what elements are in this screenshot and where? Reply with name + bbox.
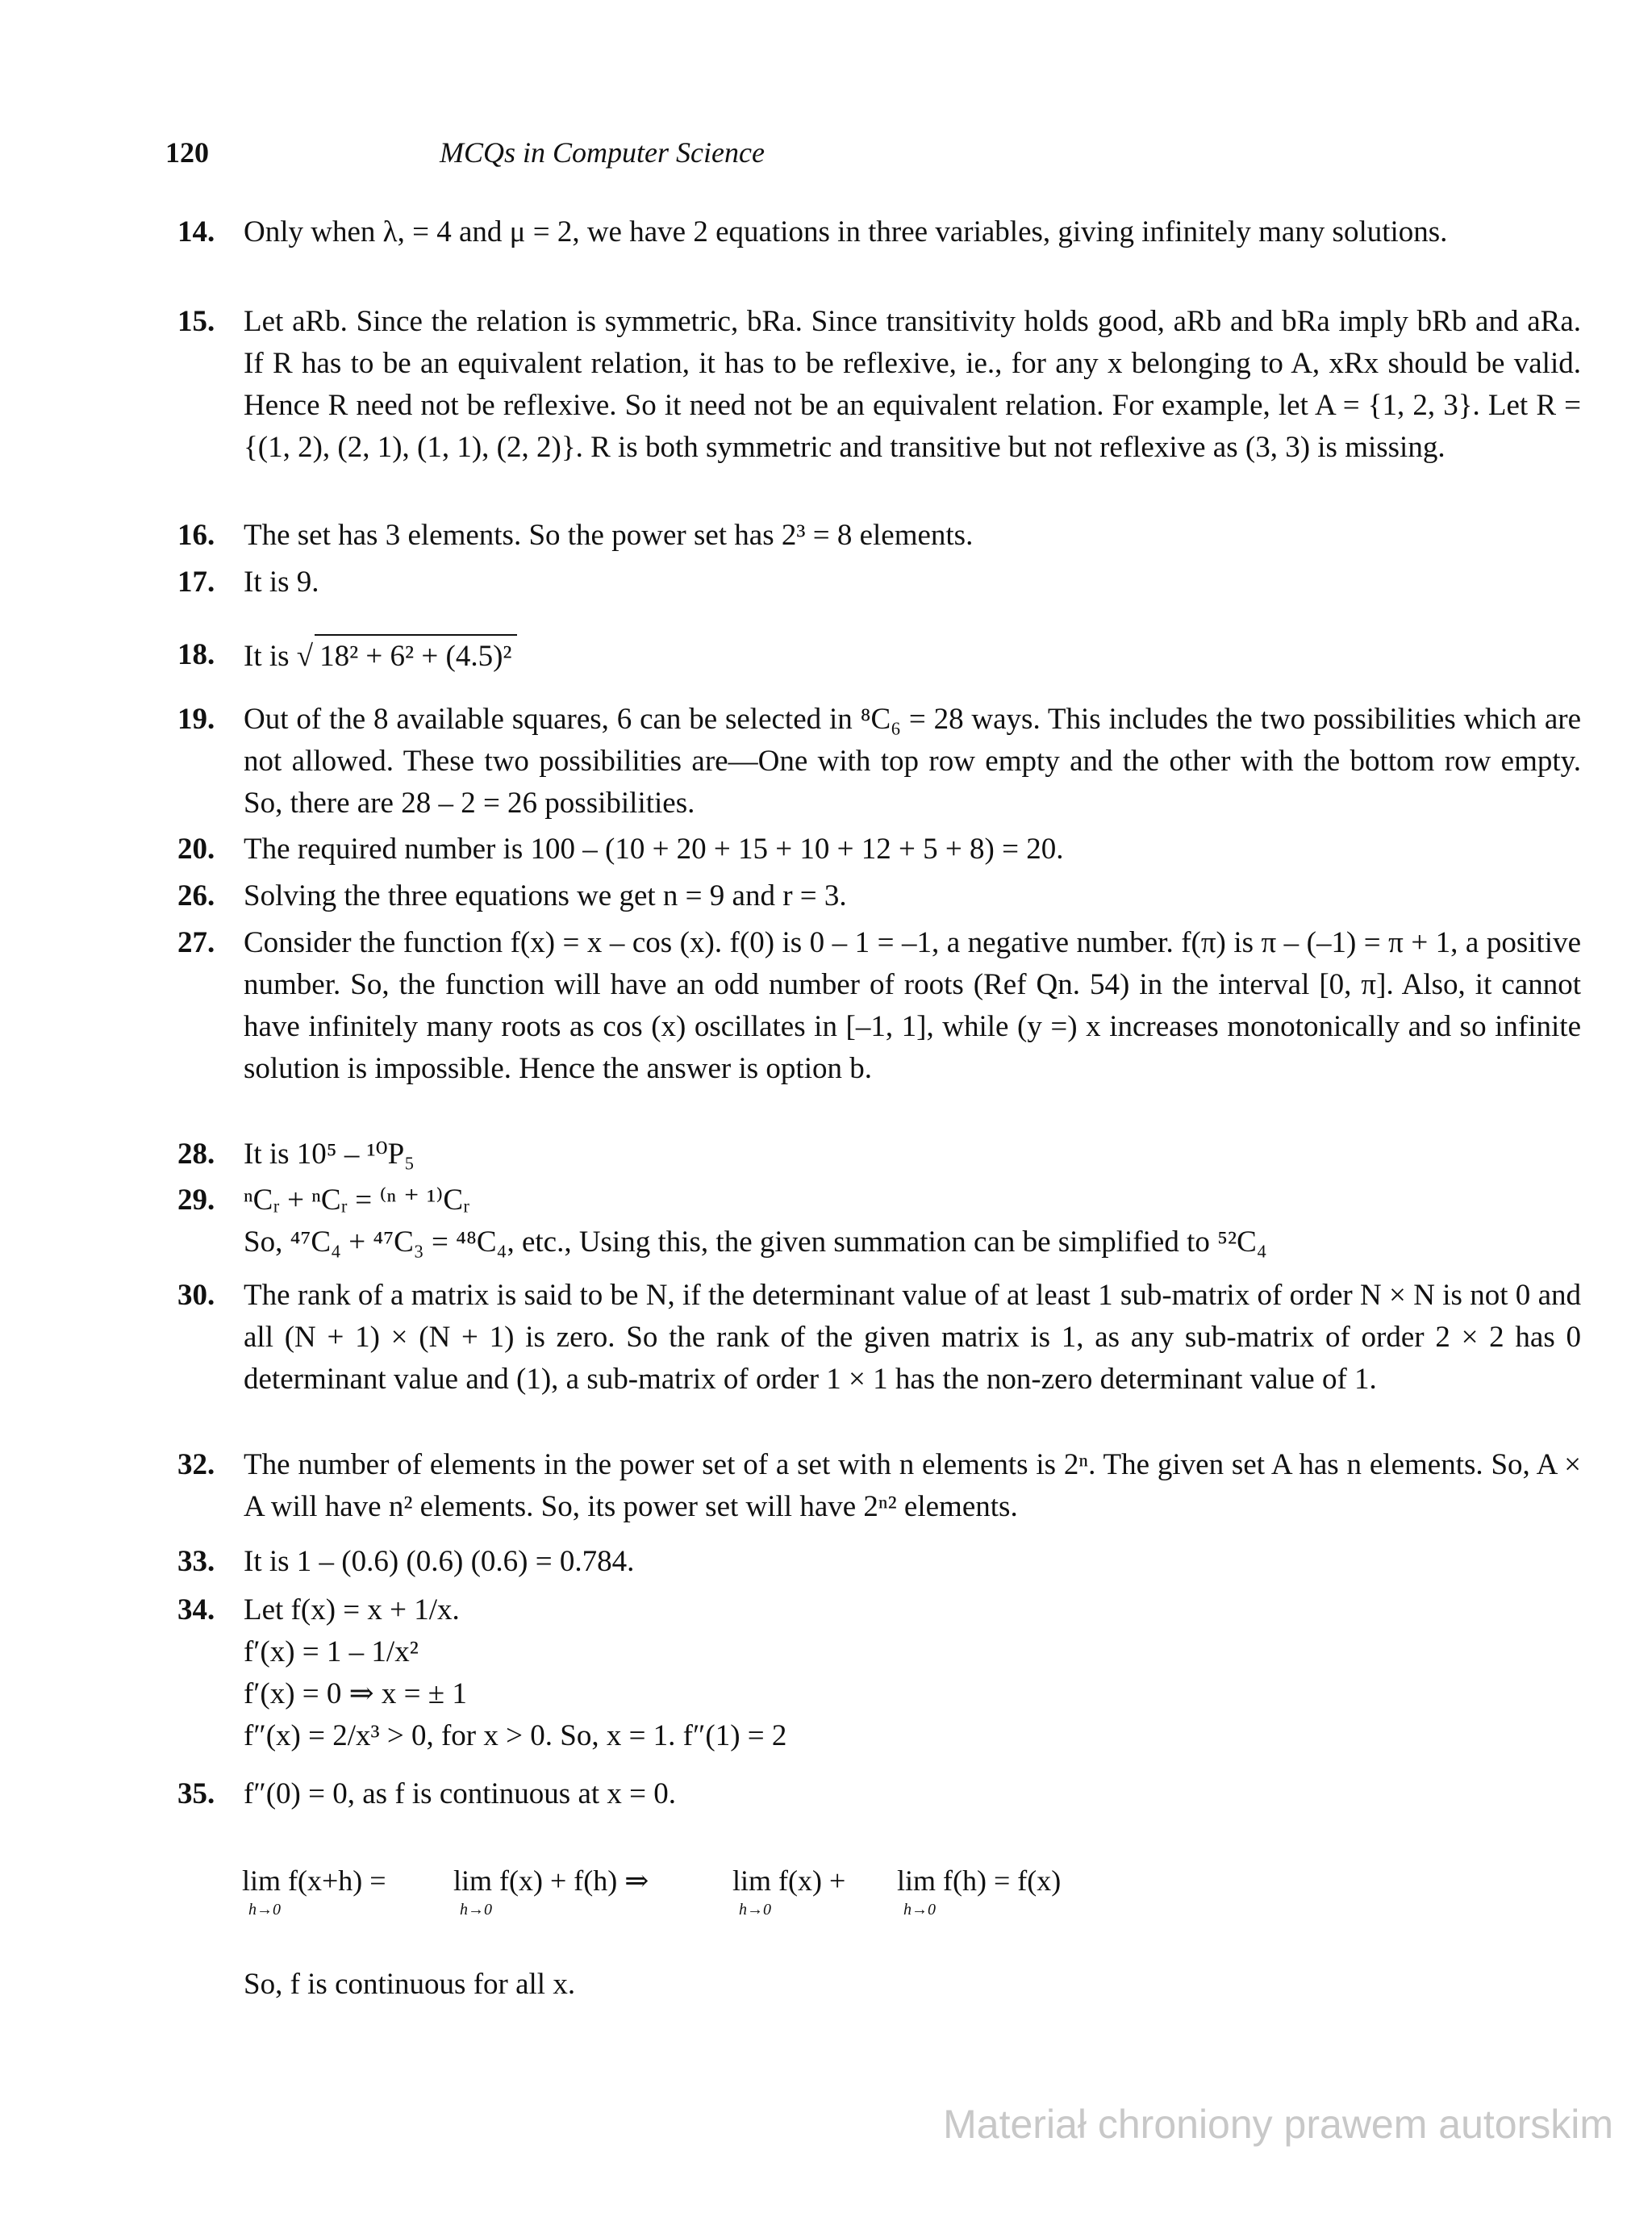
- page-header: [165, 136, 765, 169]
- answer-number: 33.: [177, 1545, 215, 1578]
- limit-subscript: h→0: [248, 1901, 281, 1919]
- answer-text: Only when λ, = 4 and μ = 2, we have 2 equations in three variables, giving infinitely many solutions.: [244, 215, 1448, 248]
- answer-number: 26.: [177, 879, 215, 912]
- answer-30: [177, 1275, 1581, 1401]
- answer-text: The required number is 100 – (10 + 20 + 15 + 10 + 12 + 5 + 8) = 20.: [244, 833, 1064, 866]
- answer-14: [177, 211, 1581, 253]
- answer-34: [177, 1589, 1581, 1757]
- answer-20: [177, 829, 1581, 871]
- answer-number: 17.: [177, 566, 215, 599]
- limit-subscript: h→0: [739, 1901, 771, 1919]
- answer-text: The number of elements in the power set of a set with n elements is 2ⁿ. The given set A has n elements. So, A × A will have n² elements. So, its power set will have 2ⁿ² elements.: [244, 1448, 1581, 1523]
- answer-line: ⁿCᵣ + ⁿCᵣ = ⁽ⁿ ⁺ ¹⁾Cᵣ: [244, 1184, 470, 1217]
- answer-number: 16.: [177, 519, 215, 552]
- answer-line: f″(x) = 2/x³ > 0, for x > 0. So, x = 1. f″(1) = 2: [244, 1719, 787, 1752]
- page-number: 120: [165, 136, 209, 169]
- answer-number: 35.: [177, 1777, 215, 1810]
- answer-text: [244, 1180, 1581, 1263]
- answer-number: 19.: [177, 703, 215, 736]
- answer-number: 28.: [177, 1138, 215, 1171]
- answer-number: 18.: [177, 638, 215, 671]
- answer-19: [177, 699, 1581, 825]
- answer-15: [177, 301, 1581, 469]
- limit-subscript: h→0: [460, 1901, 492, 1919]
- answer-text: [244, 634, 1581, 678]
- answer-text: The set has 3 elements. So the power set has 2³ = 8 elements.: [244, 519, 974, 552]
- answer-line: f′(x) = 0 ⇒ x = ± 1: [244, 1677, 467, 1710]
- answer-27: [177, 922, 1581, 1090]
- answer-text: Out of the 8 available squares, 6 can be selected in ⁸C₆ = 28 ways. This includes the two possibilities which are not allowed. These two possibilities are—One with top row empty and the other with the bottom row empty. So, there are 28 – 2 = 26 possibilities.: [244, 703, 1581, 820]
- answer-text: The rank of a matrix is said to be N, if the determinant value of at least 1 sub-matrix of order N × N is not 0 and all (N + 1) × (N + 1) is zero. So the rank of the given matrix is 1, as any sub-matrix of order 2 × 2 has 0 determinant value and (1), a sub-matrix of order 1 × 1 has the non-zero determinant value of 1.: [244, 1279, 1581, 1396]
- answer-text: Consider the function f(x) = x – cos (x). f(0) is 0 – 1 = –1, a negative number. f(π) is π – (–1) = π + 1, a positive number. So, the function will have an odd number of roots (Ref Qn. 54) in the interval [0, π]. Also, it cannot have infinitely many roots as cos (x) oscillates in [–1, 1], while (y =) x increases monotonically and so infinite solution is impossible. Hence the answer is option b.: [244, 926, 1581, 1085]
- copyright-watermark: Materiał chroniony prawem autorskim: [943, 2102, 1613, 2147]
- limit-term: lim f(x) + h→0: [732, 1864, 846, 1919]
- answer-33: [177, 1541, 1581, 1583]
- answer-35: [177, 1773, 1581, 1815]
- answer-text: f″(0) = 0, as f is continuous at x = 0.: [244, 1777, 677, 1810]
- answer-number: 14.: [177, 215, 215, 248]
- answer-number: 27.: [177, 926, 215, 959]
- limit-equation: [242, 1864, 1210, 1936]
- answer-number: 32.: [177, 1448, 215, 1481]
- answer-16: [177, 515, 1581, 557]
- answer-number: 20.: [177, 833, 215, 866]
- sqrt-prefix: It is √: [244, 640, 314, 673]
- answer-text: It is 1 – (0.6) (0.6) (0.6) = 0.784.: [244, 1545, 635, 1578]
- book-title: MCQs in Computer Science: [440, 136, 765, 169]
- closing-line: So, f is continuous for all x.: [244, 1968, 576, 2001]
- answer-text: It is 9.: [244, 566, 319, 599]
- answer-number: 34.: [177, 1593, 215, 1626]
- answer-number: 29.: [177, 1184, 215, 1217]
- answer-26: [177, 875, 1581, 917]
- answer-text: Solving the three equations we get n = 9 and r = 3.: [244, 879, 847, 912]
- answer-32: [177, 1444, 1581, 1528]
- sqrt-radicand: 18² + 6² + (4.5)²: [315, 634, 516, 678]
- answer-29: [177, 1180, 1581, 1263]
- answer-text: Let aRb. Since the relation is symmetric, bRa. Since transitivity holds good, aRb and bRa imply bRb and aRa. If R has to be an equivalent relation, it has to be reflexive, ie., for any x belonging to A, xRx should be valid. Hence R need not be reflexive. So it need not be an equivalent relation. For example, let A = {1, 2, 3}. Let R = {(1, 2), (2, 1), (1, 1), (2, 2)}. R is both symmetric and transitive but not reflexive as (3, 3) is missing.: [244, 305, 1581, 464]
- limit-term: lim f(x) + f(h) ⇒ h→0: [453, 1864, 649, 1919]
- answer-number: 30.: [177, 1279, 215, 1312]
- limit-term: lim f(x+h) = h→0: [242, 1864, 386, 1919]
- answer-text: It is 10⁵ – ¹⁰P₅: [244, 1138, 415, 1171]
- answer-17: [177, 562, 1581, 603]
- limit-subscript: h→0: [903, 1901, 936, 1919]
- answer-line: f′(x) = 1 – 1/x²: [244, 1635, 419, 1668]
- answer-line: So, ⁴⁷C₄ + ⁴⁷C₃ = ⁴⁸C₄, etc., Using this, the given summation can be simplified to ⁵²C₄: [244, 1225, 1267, 1259]
- answer-text: [244, 1589, 1581, 1757]
- answer-18: [177, 634, 1581, 678]
- answer-28: [177, 1134, 1581, 1175]
- answer-number: 15.: [177, 305, 215, 338]
- answer-line: Let f(x) = x + 1/x.: [244, 1593, 460, 1626]
- limit-term: lim f(h) = f(x) h→0: [897, 1864, 1062, 1919]
